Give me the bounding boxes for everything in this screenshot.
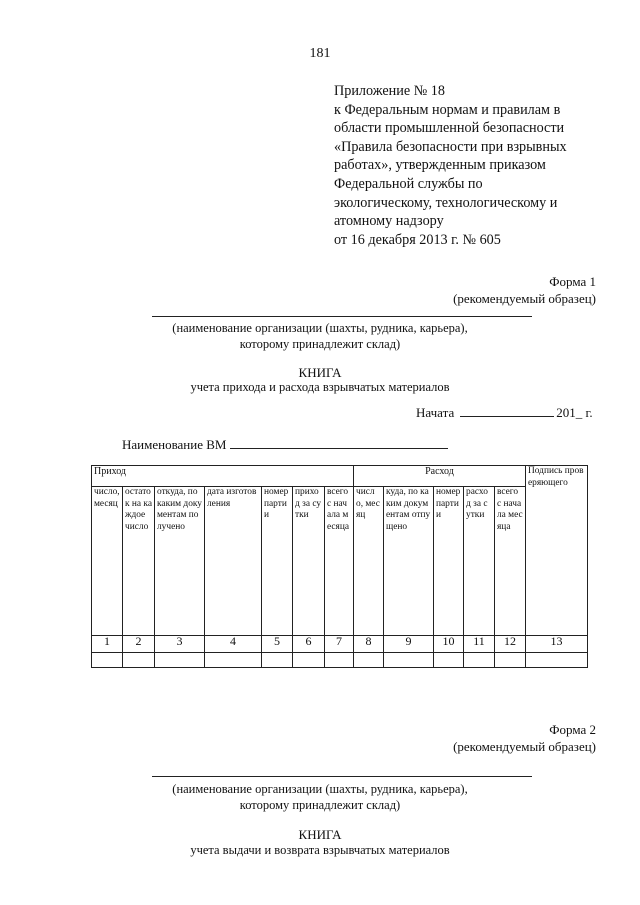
col-header: дата изготовления — [205, 487, 262, 636]
form2-number: Форма 2 — [549, 722, 596, 737]
form2-org-line — [152, 776, 532, 777]
col-number: 2 — [123, 636, 155, 653]
col-number: 1 — [92, 636, 123, 653]
form2-org-caption — [0, 781, 640, 813]
column-header-row — [92, 487, 588, 636]
vm-name-row — [122, 436, 448, 453]
appendix-line: «Правила безопасности при взрывных — [334, 138, 567, 155]
page-number: 181 — [309, 46, 331, 61]
form1-number: Форма 1 — [549, 274, 596, 289]
col-header: расход за сутки — [464, 487, 495, 636]
col-header: число, месяц — [354, 487, 384, 636]
col-number: 6 — [293, 636, 325, 653]
col-header: всего с начала месяца — [325, 487, 354, 636]
form1-org-caption — [0, 320, 640, 352]
form1-org-line — [152, 316, 532, 317]
appendix-line: к Федеральным нормам и правилам в — [334, 101, 561, 118]
column-number-row — [92, 636, 588, 653]
col-number: 9 — [384, 636, 434, 653]
form2-org-caption-line2: которому принадлежит склад) — [239, 798, 401, 812]
appendix-line: атомному надзору — [334, 213, 444, 230]
form1-org-caption-line2: которому принадлежит склад) — [239, 337, 401, 351]
group-expense: Расход — [354, 466, 526, 487]
col-header: приход за сутки — [293, 487, 325, 636]
form2-org-caption-line1: (наименование организации (шахты, рудника, карьера), — [172, 782, 468, 796]
appendix-header — [334, 82, 634, 249]
form1-label — [453, 273, 596, 307]
vm-name-label: Наименование ВМ — [122, 437, 227, 452]
col-header: число, месяц — [92, 487, 123, 636]
col-number: 11 — [464, 636, 495, 653]
appendix-line: от 16 декабря 2013 г. № 605 — [334, 231, 501, 248]
appendix-line: работах», утвержденным приказом — [334, 157, 546, 174]
col-number: 3 — [155, 636, 205, 653]
group-income: Приход — [92, 466, 354, 487]
col-header: номер партии — [434, 487, 464, 636]
col-number: 12 — [495, 636, 526, 653]
form2-book-subtitle: учета выдачи и возврата взрывчатых материалов — [190, 843, 450, 857]
col-number: 5 — [262, 636, 293, 653]
col-number: 8 — [354, 636, 384, 653]
started-label: Начата — [416, 405, 455, 420]
col-header: остаток на каждое число — [123, 487, 155, 636]
form1-book-title: КНИГА — [298, 365, 342, 380]
col-number: 13 — [526, 636, 588, 653]
form2-sample-note: (рекомендуемый образец) — [453, 739, 596, 754]
vm-name-blank — [230, 436, 448, 449]
col-header: откуда, по каким документам получено — [155, 487, 205, 636]
started-row — [416, 404, 593, 421]
appendix-line: области промышленной безопасности — [334, 120, 565, 137]
group-header-row — [92, 466, 588, 487]
appendix-line: Федеральной службы по — [334, 175, 483, 192]
col-number: 10 — [434, 636, 464, 653]
col-header: всего с начала месяца — [495, 487, 526, 636]
col-header: номер партии — [262, 487, 293, 636]
started-year: 201_ г. — [556, 405, 593, 420]
signature-header: Подпись проверяющего — [526, 466, 588, 636]
started-date-blank — [460, 404, 554, 417]
appendix-line: экологическому, технологическому и — [334, 194, 558, 211]
form2-book-title: КНИГА — [298, 827, 342, 842]
form1-book-subtitle: учета прихода и расхода взрывчатых материалов — [190, 380, 450, 394]
ledger-table — [91, 465, 588, 668]
form2-label — [453, 721, 596, 755]
form1-org-caption-line1: (наименование организации (шахты, рудника, карьера), — [172, 321, 468, 335]
col-number: 7 — [325, 636, 354, 653]
appendix-line: Приложение № 18 — [334, 83, 445, 99]
col-header: куда, по каким документам отпущено — [384, 487, 434, 636]
col-number: 4 — [205, 636, 262, 653]
empty-data-row — [92, 653, 588, 668]
form1-sample-note: (рекомендуемый образец) — [453, 291, 596, 306]
